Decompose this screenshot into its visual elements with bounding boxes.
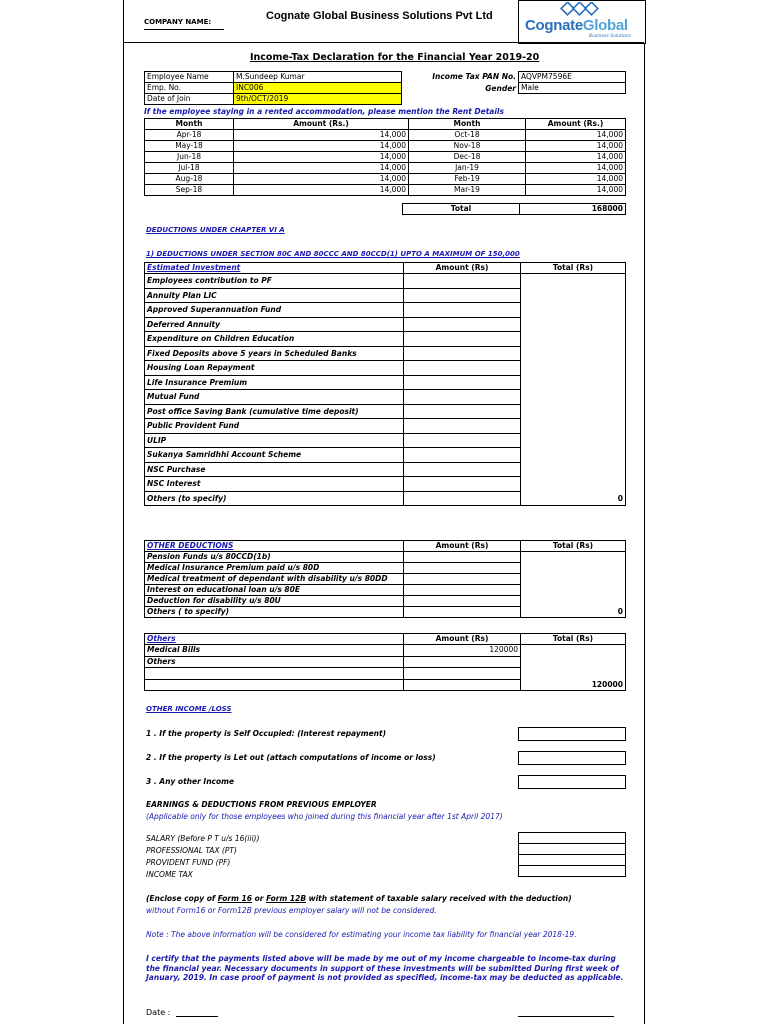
sec80c-col-amount: Amount (Rs)	[404, 263, 521, 274]
others-col-item: Others	[145, 634, 404, 645]
pan-value[interactable]: AQVPM7596E	[519, 72, 626, 83]
other-deductions-col-total: Total (Rs)	[521, 541, 626, 552]
prev-pf-value[interactable]	[519, 855, 626, 866]
rent-total-table	[402, 203, 626, 215]
rent-amount-left[interactable]: 14,000	[234, 174, 409, 185]
declaration-sheet	[123, 0, 645, 1024]
others-item-label	[145, 668, 404, 680]
rent-amount-left[interactable]: 14,000	[234, 141, 409, 152]
other_deductions-row	[145, 552, 626, 563]
prev-tax-label: INCOME TAX	[146, 870, 193, 879]
company-label: COMPANY NAME:	[144, 18, 212, 26]
rent-month-right: Jan-19	[409, 163, 526, 174]
income-loss-item-2: 2 . If the property is Let out (attach computations of income or loss)	[146, 753, 436, 762]
others-item-label: Others	[145, 656, 404, 668]
form16-link[interactable]: Form 16	[217, 894, 252, 903]
rent-total-label: Total	[403, 204, 520, 215]
other_deductions-item-amount[interactable]	[404, 596, 521, 607]
liability-note: Note : The above information will be considered for estimating your income tax liability for financial year 2018-19.	[146, 930, 577, 939]
certification-text: I certify that the payments listed above will be made by me out of my income chargeable to income-tax during the financial year. Necessary documents in support of these investments will be submitted During first week of January, 2019. In case proof of payment is not provided as specified, income-tax may be deducted as applicable.	[146, 954, 624, 982]
other-deductions-table	[144, 540, 626, 618]
sec80c-item-label: Employees contribution to PF	[145, 274, 404, 289]
rent-month-right: Mar-19	[409, 185, 526, 196]
others-col-total: Total (Rs)	[521, 634, 626, 645]
rent-row	[145, 185, 626, 196]
income-loss-item-3: 3 . Any other Income	[146, 777, 235, 786]
other_deductions-total[interactable]: 0	[521, 552, 626, 618]
doj-label: Date of Join	[145, 94, 234, 105]
sec80c-item-amount[interactable]	[404, 448, 521, 463]
rent-month-left: Jul-18	[145, 163, 234, 174]
sec80c-row	[145, 274, 626, 289]
logo-tagline: Business Solutions	[589, 34, 631, 39]
sec80c-item-label: ULIP	[145, 433, 404, 448]
other_deductions-item-amount[interactable]	[404, 574, 521, 585]
prev-salary-value[interactable]	[519, 833, 626, 844]
rent-row	[145, 152, 626, 163]
logo-text-cognate: Cognate	[525, 17, 583, 34]
rent-month-left: Apr-18	[145, 130, 234, 141]
date-label: Date :	[146, 1008, 171, 1017]
enclose-text-2: with statement of taxable salary received with the deduction)	[306, 894, 572, 903]
others-col-amount: Amount (Rs)	[404, 634, 521, 645]
rent-month-left: Sep-18	[145, 185, 234, 196]
income-loss-input-2[interactable]	[518, 751, 626, 765]
employee-name-value[interactable]: M.Sundeep Kumar	[234, 72, 402, 83]
sec80c-item-amount[interactable]	[404, 332, 521, 347]
logo-text-global: Global	[582, 17, 628, 34]
prev-tax-value[interactable]	[519, 866, 626, 877]
company-name: Cognate Global Business Solutions Pvt Ltd	[266, 10, 493, 22]
gender-value[interactable]: Male	[519, 83, 626, 94]
pan-label: Income Tax PAN No.	[432, 72, 516, 81]
other_deductions-item-label: Deduction for disability u/s 80U	[145, 596, 404, 607]
rent-amount-left[interactable]: 14,000	[234, 152, 409, 163]
sec80c-table	[144, 262, 626, 506]
sec80c-item-amount[interactable]	[404, 419, 521, 434]
doj-value[interactable]: 9th/OCT/2019	[234, 94, 402, 105]
rent-month-right: Dec-18	[409, 152, 526, 163]
other_deductions-item-label: Interest on educational loan u/s 80E	[145, 585, 404, 596]
rent-month-left: Jun-18	[145, 152, 234, 163]
others-total[interactable]: 120000	[521, 645, 626, 691]
other_deductions-item-label: Others ( to specify)	[145, 607, 404, 618]
other_deductions-item-amount[interactable]	[404, 585, 521, 596]
prev-salary-label: SALARY (Before P T u/s 16(iii))	[146, 834, 260, 843]
sec80c-col-item: Estimated Investment	[145, 263, 404, 274]
other_deductions-item-amount[interactable]	[404, 552, 521, 563]
others-item-amount[interactable]	[404, 656, 521, 668]
sec80c-total[interactable]: 0	[521, 274, 626, 506]
without-form-note: without Form16 or Form12B previous employer salary will not be considered.	[146, 906, 437, 915]
rent-note: If the employee staying in a rented accommodation, please mention the Rent Details	[144, 107, 504, 116]
rent-amount-right[interactable]: 14,000	[526, 185, 626, 196]
sec80c-item-label: Annuity Plan LIC	[145, 288, 404, 303]
others-row	[145, 645, 626, 657]
rent-month-left: Aug-18	[145, 174, 234, 185]
rent-row	[145, 130, 626, 141]
prev-pf-label: PROVIDENT FUND (PF)	[146, 858, 231, 867]
chapter-heading: DEDUCTIONS UNDER CHAPTER VI A	[146, 226, 285, 234]
sec80c-item-label: Expenditure on Children Education	[145, 332, 404, 347]
other-deductions-col-item: OTHER DEDUCTIONS	[145, 541, 404, 552]
rent-amount-header-right: Amount (Rs.)	[526, 119, 626, 130]
prev-pt-value[interactable]	[519, 844, 626, 855]
sec80c-item-amount[interactable]	[404, 288, 521, 303]
rent-amount-right[interactable]: 14,000	[526, 174, 626, 185]
sec80c-item-label: Mutual Fund	[145, 390, 404, 405]
sec80c-item-label: Public Provident Fund	[145, 419, 404, 434]
sec80c-item-amount[interactable]	[404, 404, 521, 419]
sec80c-item-label: Life Insurance Premium	[145, 375, 404, 390]
rent-row	[145, 163, 626, 174]
sec80c-item-amount[interactable]	[404, 462, 521, 477]
company-logo	[518, 0, 646, 44]
previous-employer-table	[518, 832, 626, 877]
gender-label: Gender	[485, 84, 516, 93]
form12b-link[interactable]: Form 12B	[266, 894, 307, 903]
sec80c-item-amount[interactable]	[404, 274, 521, 289]
emp-no-label: Emp. No.	[145, 83, 234, 94]
rent-amount-right[interactable]: 14,000	[526, 163, 626, 174]
income-loss-input-1[interactable]	[518, 727, 626, 741]
other_deductions-item-label: Medical Insurance Premium paid u/s 80D	[145, 563, 404, 574]
rent-table	[144, 118, 626, 196]
enclose-note	[146, 894, 572, 903]
sec80c-item-label: Housing Loan Repayment	[145, 361, 404, 376]
rent-row	[145, 141, 626, 152]
other_deductions-item-amount[interactable]	[404, 563, 521, 574]
prev-pt-label: PROFESSIONAL TAX (PT)	[146, 846, 237, 855]
income-loss-input-3[interactable]	[518, 775, 626, 789]
sec80c-item-amount[interactable]	[404, 477, 521, 492]
others-item-label: Medical Bills	[145, 645, 404, 657]
other_deductions-item-label: Medical treatment of dependant with disability u/s 80DD	[145, 574, 404, 585]
sec80c-item-label: Others (to specify)	[145, 491, 404, 506]
signature-line[interactable]	[518, 1016, 614, 1017]
previous-employer-heading: EARNINGS & DEDUCTIONS FROM PREVIOUS EMPLOYER	[146, 800, 377, 809]
date-line[interactable]	[176, 1016, 218, 1017]
logo-mark-icon	[555, 2, 615, 18]
sec80c-item-amount[interactable]	[404, 375, 521, 390]
rent-month-right: Feb-19	[409, 174, 526, 185]
sec80c-item-label: Approved Superannuation Fund	[145, 303, 404, 318]
rent-month-right: Oct-18	[409, 130, 526, 141]
rent-amount-header-left: Amount (Rs.)	[234, 119, 409, 130]
sec80c-item-label: Post office Saving Bank (cumulative time deposit)	[145, 404, 404, 419]
emp-no-value[interactable]: INC006	[234, 83, 402, 94]
rent-total-value[interactable]: 168000	[520, 204, 626, 215]
rent-amount-left[interactable]: 14,000	[234, 163, 409, 174]
employee-table	[144, 71, 402, 105]
rent-month-right: Nov-18	[409, 141, 526, 152]
form-title: Income-Tax Declaration for the Financial Year 2019-20	[250, 52, 540, 63]
others-item-amount[interactable]	[404, 668, 521, 680]
sec80c-item-label: Deferred Annuity	[145, 317, 404, 332]
rent-month-header-right: Month	[409, 119, 526, 130]
sec80c-item-amount[interactable]	[404, 491, 521, 506]
sec80c-item-label: NSC Purchase	[145, 462, 404, 477]
rent-amount-right[interactable]: 14,000	[526, 152, 626, 163]
sec80c-col-total: Total (Rs)	[521, 263, 626, 274]
sec80c-item-label: Sukanya Samridhhi Account Scheme	[145, 448, 404, 463]
other_deductions-item-amount[interactable]	[404, 607, 521, 618]
others-item-label	[145, 679, 404, 691]
income-loss-heading: OTHER INCOME /LOSS	[146, 705, 232, 713]
sec80c-item-label: Fixed Deposits above 5 years in Scheduled Banks	[145, 346, 404, 361]
sec80c-item-amount[interactable]	[404, 346, 521, 361]
other-deductions-col-amount: Amount (Rs)	[404, 541, 521, 552]
others-item-amount[interactable]: 120000	[404, 645, 521, 657]
others-table	[144, 633, 626, 691]
sec80c-heading: 1) DEDUCTIONS UNDER SECTION 80C AND 80CCC AND 80CCD(1) UPTO A MAXIMUM OF 150,000	[146, 250, 520, 258]
income-loss-item-1: 1 . If the property is Self Occupied: (Interest repayment)	[146, 729, 387, 738]
enclose-text-1: (Enclose copy of	[146, 894, 218, 903]
pan-gender-table	[518, 71, 626, 94]
rent-row	[145, 174, 626, 185]
rent-month-left: May-18	[145, 141, 234, 152]
header-divider	[124, 42, 644, 43]
rent-amount-left[interactable]: 14,000	[234, 185, 409, 196]
sec80c-item-amount[interactable]	[404, 361, 521, 376]
sec80c-item-amount[interactable]	[404, 303, 521, 318]
rent-amount-right[interactable]: 14,000	[526, 130, 626, 141]
sec80c-item-amount[interactable]	[404, 317, 521, 332]
previous-employer-note: (Applicable only for those employees who joined during this financial year after 1st April 2017)	[146, 812, 503, 821]
rent-month-header-left: Month	[145, 119, 234, 130]
sec80c-item-label: NSC Interest	[145, 477, 404, 492]
rent-amount-right[interactable]: 14,000	[526, 141, 626, 152]
others-item-amount[interactable]	[404, 679, 521, 691]
sec80c-item-amount[interactable]	[404, 390, 521, 405]
other_deductions-item-label: Pension Funds u/s 80CCD(1b)	[145, 552, 404, 563]
employee-name-label: Employee Name	[145, 72, 234, 83]
company-label-underline	[144, 29, 224, 30]
sec80c-item-amount[interactable]	[404, 433, 521, 448]
enclose-text-or: or	[251, 894, 267, 903]
rent-amount-left[interactable]: 14,000	[234, 130, 409, 141]
